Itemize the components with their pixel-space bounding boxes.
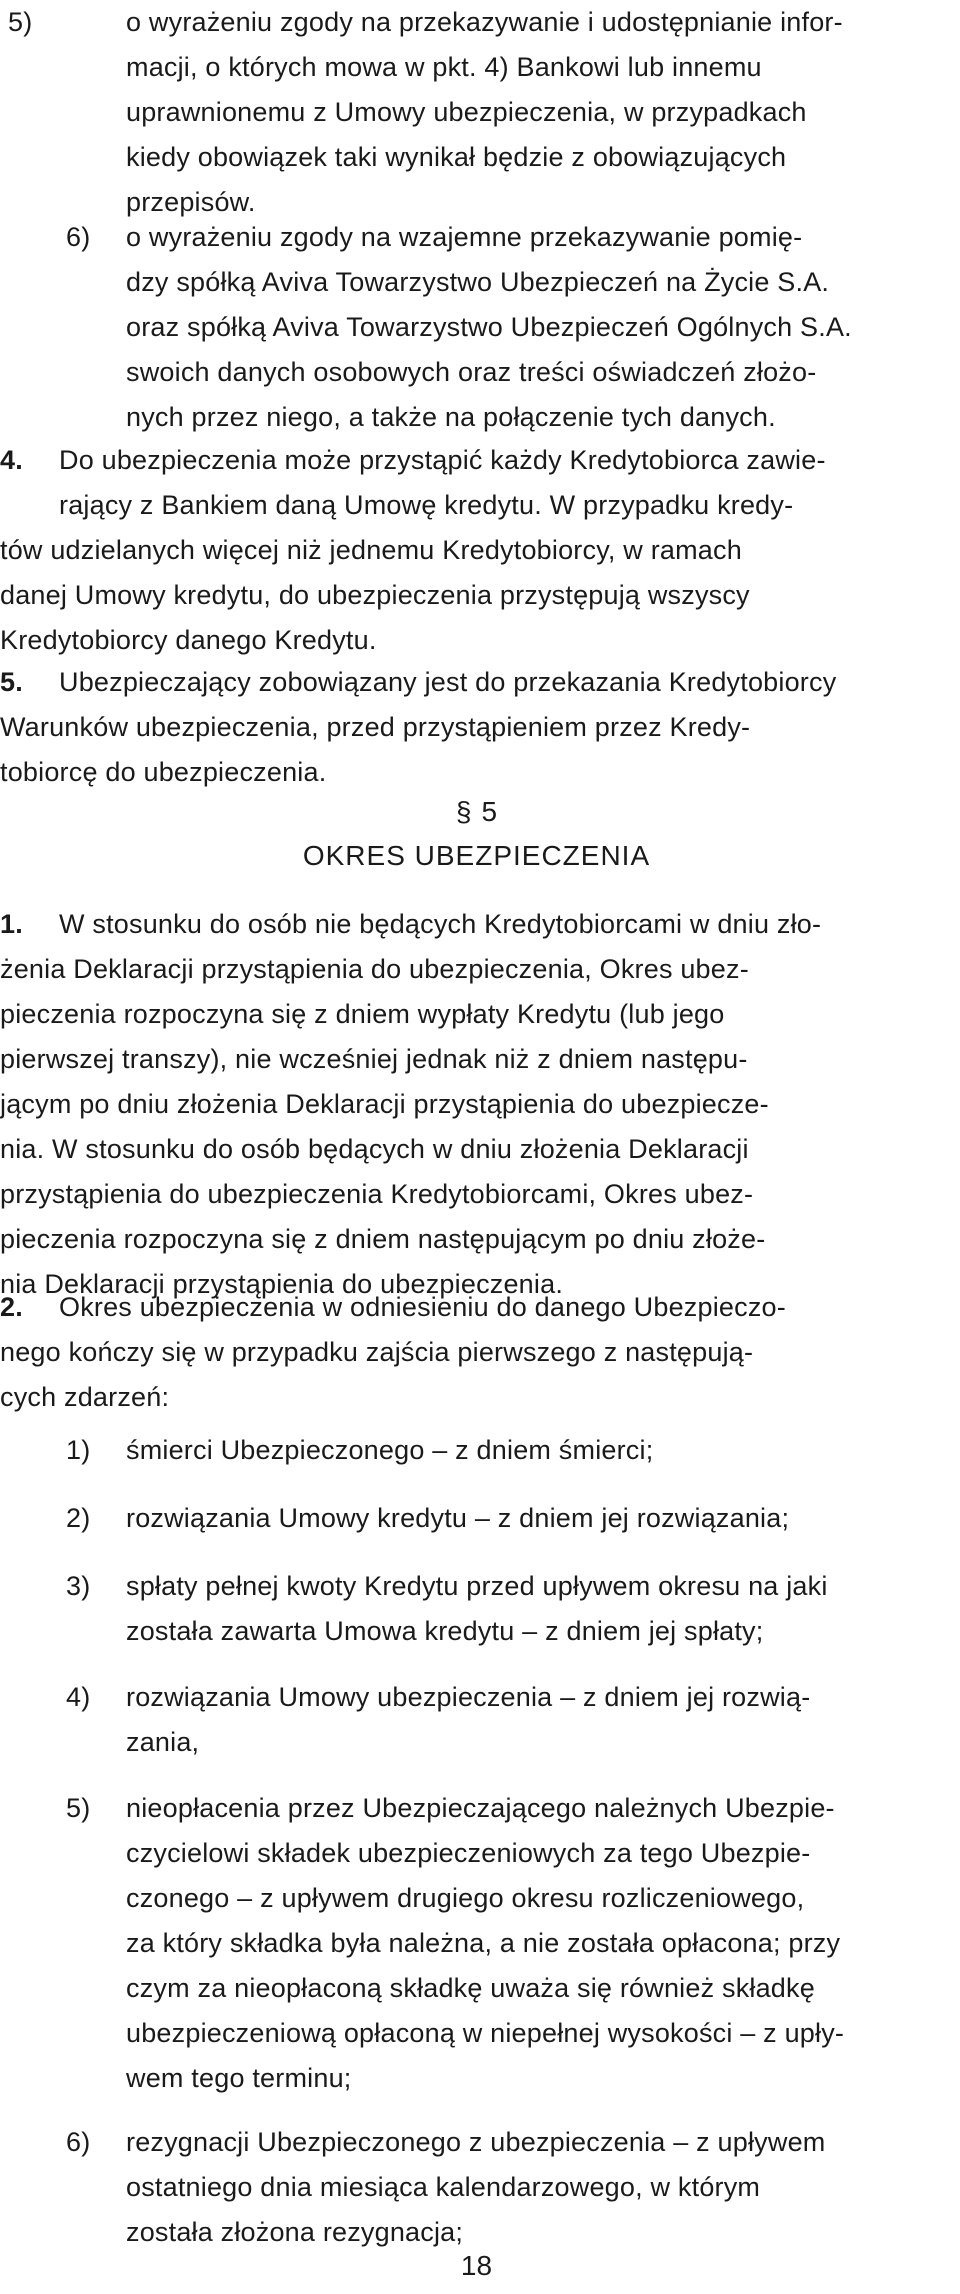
text-line: czonego – z upływem drugiego okresu rozliczeniowego, — [126, 1883, 805, 1913]
item-number: 1) — [66, 1435, 91, 1465]
page-number: 18 — [460, 2250, 493, 2281]
item-number: 3) — [66, 1571, 91, 1601]
text-line: zania, — [126, 1727, 200, 1757]
text-line: nieopłacenia przez Ubezpieczającego należnych Ubezpie- — [126, 1793, 835, 1823]
text-line: Ubezpieczający zobowiązany jest do przekazania Kredytobiorcy — [59, 667, 837, 697]
paragraph-text — [59, 438, 952, 528]
section-number — [0, 792, 953, 832]
text-line: rezygnacji Ubezpieczonego z ubezpieczenia – z upływem — [126, 2127, 826, 2157]
text-line: tów udzielanych więcej niż jednemu Kredytobiorcy, w ramach — [0, 535, 742, 565]
item-text — [126, 1496, 953, 1541]
text-line: nia. W stosunku do osób będących w dniu złożenia Deklaracji — [0, 1134, 749, 1164]
text-line: śmierci Ubezpieczonego – z dniem śmierci; — [126, 1435, 654, 1465]
text-line: została złożona rezygnacja; — [126, 2217, 464, 2247]
text-line: rozwiązania Umowy ubezpieczenia – z dniem jej rozwią- — [126, 1682, 811, 1712]
text-line: o wyrażeniu zgody na wzajemne przekazywanie pomię- — [126, 222, 803, 252]
text-line: ubezpieczeniową opłaconą w niepełnej wysokości – z upły- — [126, 2018, 845, 2048]
paragraph-number: 5. — [0, 667, 23, 697]
paragraph-text — [59, 902, 952, 947]
item-text — [126, 1786, 953, 2101]
text-line: spłaty pełnej kwoty Kredytu przed upływem okresu na jaki — [126, 1571, 828, 1601]
text-line: dzy spółką Aviva Towarzystwo Ubezpieczeń na Życie S.A. — [126, 267, 830, 297]
text-line: rający z Bankiem daną Umowę kredytu. W przypadku kredy- — [59, 490, 794, 520]
item-text — [126, 1428, 953, 1473]
text-line: przystąpienia do ubezpieczenia Kredytobiorcami, Okres ubez- — [0, 1179, 754, 1209]
paragraph-text — [0, 947, 953, 1307]
item-text — [126, 0, 953, 225]
paragraph-text — [0, 1330, 953, 1420]
section-symbol: § — [455, 796, 472, 827]
text-line: żenia Deklaracji przystąpienia do ubezpieczenia, Okres ubez- — [0, 954, 749, 984]
item-number: 6) — [66, 222, 91, 252]
text-line: Okres ubezpieczenia w odniesieniu do danego Ubezpieczo- — [59, 1292, 786, 1322]
item-number: 2) — [66, 1503, 91, 1533]
section-title: OKRES UBEZPIECZENIA — [302, 840, 651, 871]
text-line: nego kończy się w przypadku zajścia pierwszego z następują- — [0, 1337, 754, 1367]
text-line: pieczenia rozpoczyna się z dniem następującym po dniu złoże- — [0, 1224, 766, 1254]
text-line: W stosunku do osób nie będących Kredytobiorcami w dniu zło- — [59, 909, 822, 939]
text-line: tobiorcę do ubezpieczenia. — [0, 757, 327, 787]
text-line: za który składka była należna, a nie została opłacona; przy — [126, 1928, 841, 1958]
paragraph-number: 2. — [0, 1292, 23, 1322]
paragraph-text — [0, 528, 953, 663]
text-line: pierwszej transzy), nie wcześniej jednak niż z dniem następu- — [0, 1044, 748, 1074]
item-text — [126, 1675, 953, 1765]
text-line: przepisów. — [126, 187, 256, 217]
text-line: jącym po dniu złożenia Deklaracji przystąpienia do ubezpiecze- — [0, 1089, 769, 1119]
text-line: ostatniego dnia miesiąca kalendarzowego, w którym — [126, 2172, 761, 2202]
text-line: została zawarta Umowa kredytu – z dniem jej spłaty; — [126, 1616, 764, 1646]
item-number: 5) — [66, 1793, 91, 1823]
text-line: uprawnionemu z Umowy ubezpieczenia, w przypadkach — [126, 97, 807, 127]
item-number: 6) — [66, 2127, 91, 2157]
text-line: oraz spółką Aviva Towarzystwo Ubezpieczeń Ogólnych S.A. — [126, 312, 852, 342]
text-line: Do ubezpieczenia może przystąpić każdy Kredytobiorca zawie- — [59, 445, 826, 475]
item-text — [126, 2120, 953, 2255]
paragraph-text — [0, 705, 953, 795]
text-line: o wyrażeniu zgody na przekazywanie i udostępnianie infor- — [126, 7, 843, 37]
text-line: swoich danych osobowych oraz treści oświadczeń złożo- — [126, 357, 817, 387]
text-line: kiedy obowiązek taki wynikał będzie z obowiązujących — [126, 142, 787, 172]
text-line: cych zdarzeń: — [0, 1382, 170, 1412]
paragraph-number: 1. — [0, 909, 23, 939]
text-line: macji, o których mowa w pkt. 4) Bankowi lub innemu — [126, 52, 762, 82]
text-line: rozwiązania Umowy kredytu – z dniem jej rozwiązania; — [126, 1503, 790, 1533]
paragraph-number: 4. — [0, 445, 23, 475]
text-line: czym za nieopłaconą składkę uważa się również składkę — [126, 1973, 815, 2003]
item-number: 5) — [8, 7, 33, 37]
paragraph-text — [59, 660, 952, 705]
item-text — [126, 1564, 953, 1654]
text-line: danej Umowy kredytu, do ubezpieczenia przystępują wszyscy — [0, 580, 750, 610]
text-line: nych przez niego, a także na połączenie tych danych. — [126, 402, 776, 432]
text-line: wem tego terminu; — [126, 2063, 352, 2093]
section-number-value: 5 — [481, 796, 498, 827]
item-number: 4) — [66, 1682, 91, 1712]
paragraph-text — [59, 1285, 952, 1330]
text-line: Kredytobiorcy danego Kredytu. — [0, 625, 377, 655]
text-line: nia Deklaracji przystąpienia do ubezpieczenia. — [0, 1269, 564, 1299]
section-heading — [0, 792, 953, 882]
item-text — [126, 215, 953, 440]
text-line: czycielowi składek ubezpieczeniowych za tego Ubezpie- — [126, 1838, 811, 1868]
text-line: pieczenia rozpoczyna się z dniem wypłaty Kredytu (lub jego — [0, 999, 725, 1029]
text-line: Warunków ubezpieczenia, przed przystąpieniem przez Kredy- — [0, 712, 751, 742]
